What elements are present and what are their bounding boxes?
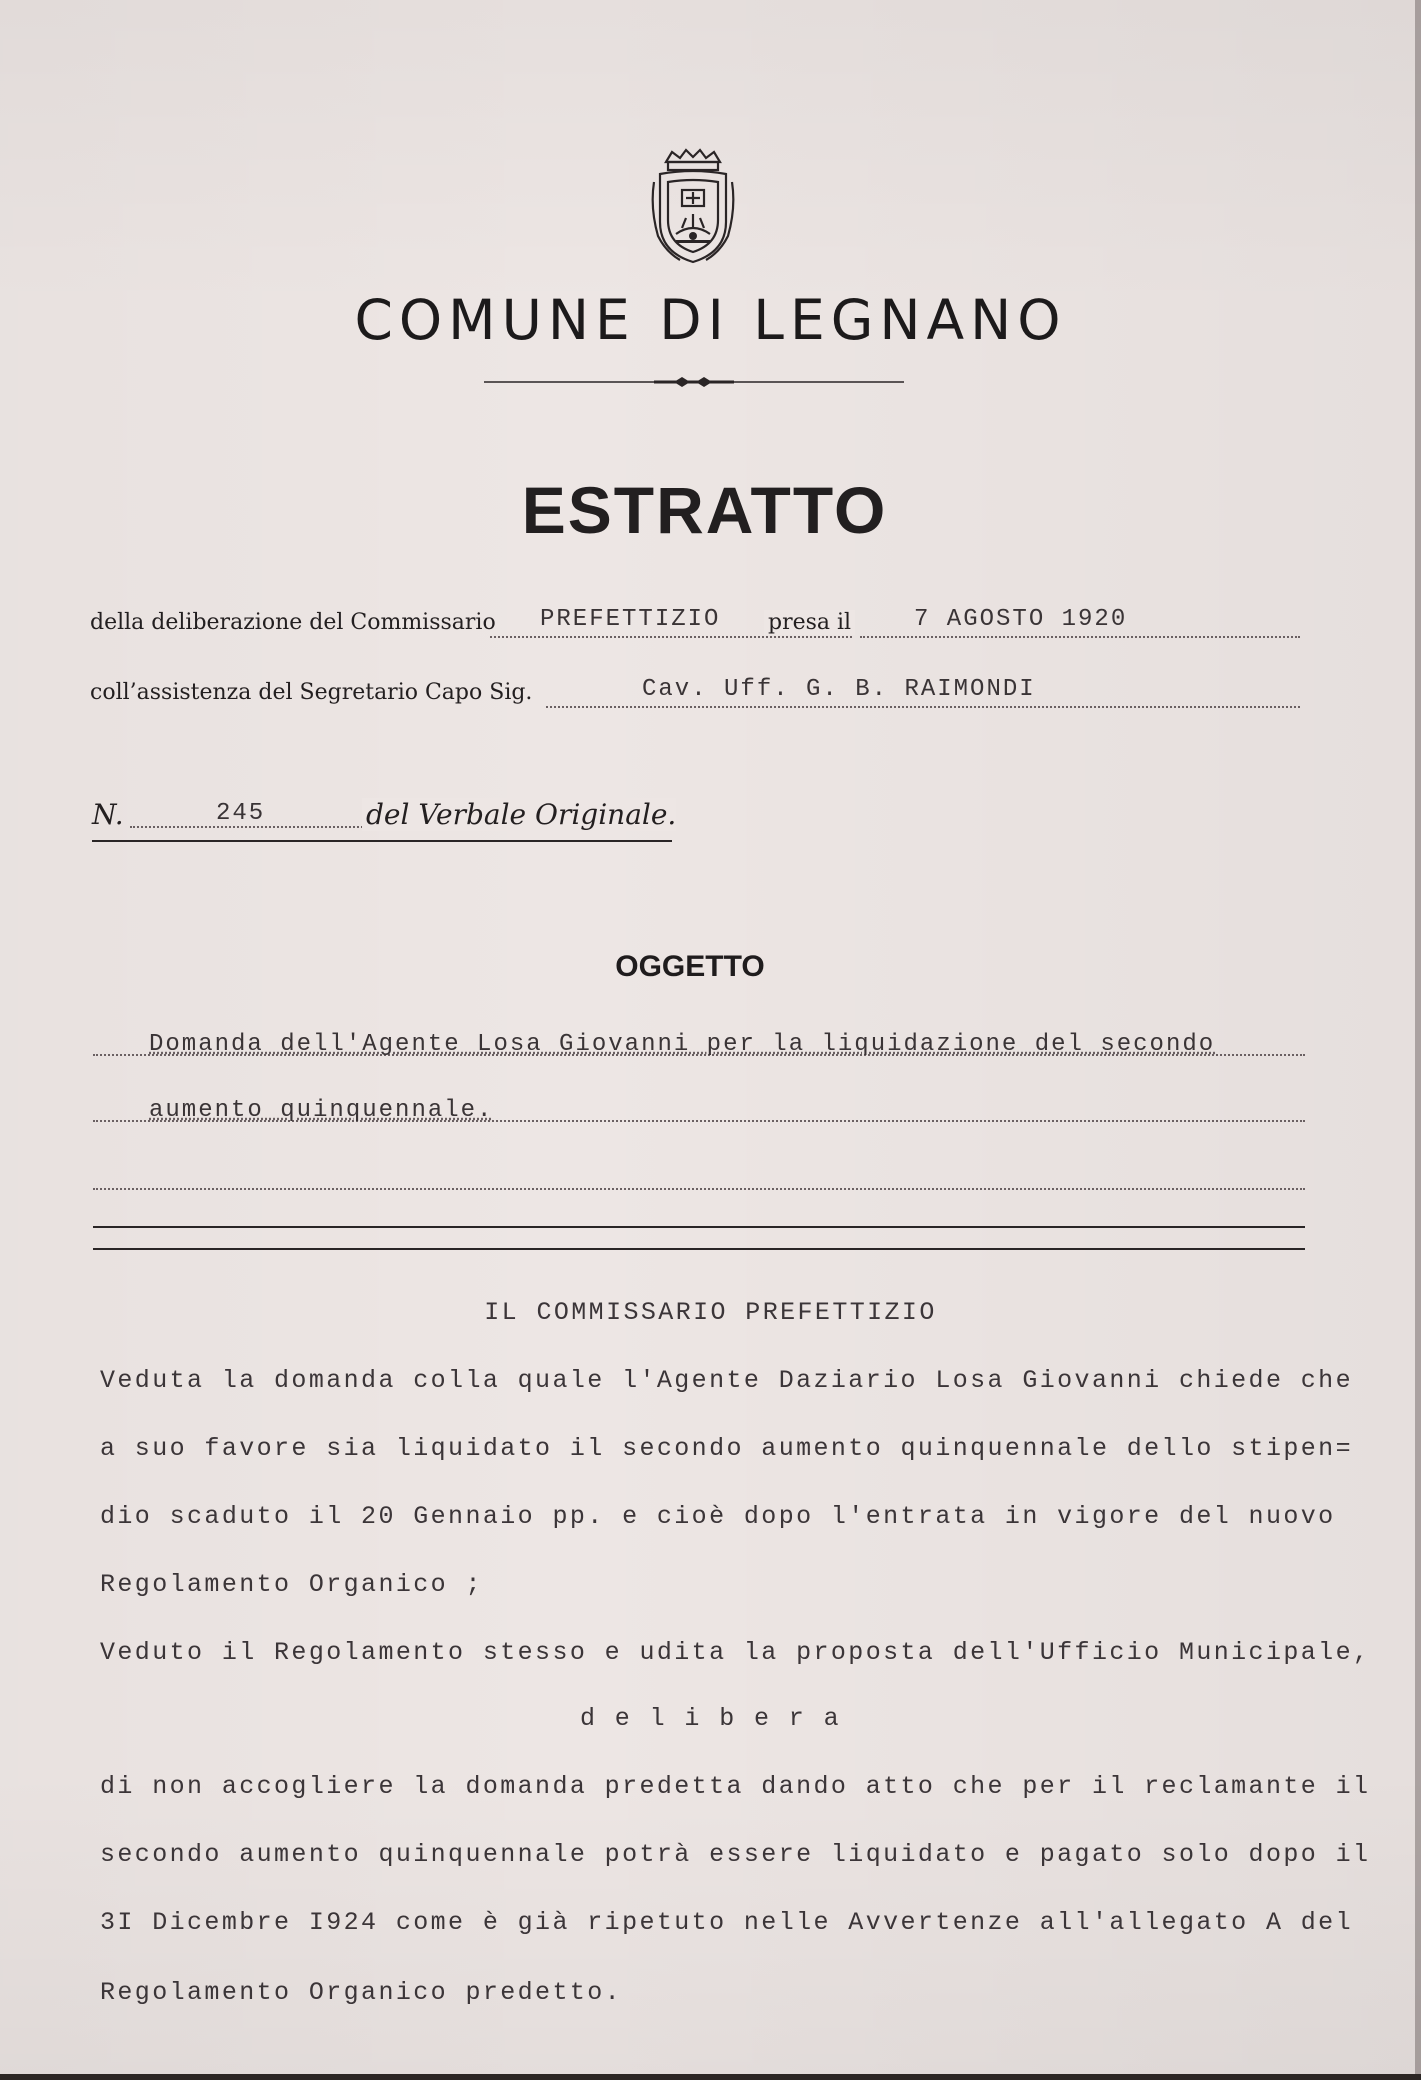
date-label: presa il <box>764 610 855 635</box>
delibera-heading: d e l i b e r a <box>579 1704 842 1733</box>
body-line-9: Regolamento Organico predetto. <box>100 1978 623 2007</box>
separator-rule-top <box>93 1226 1305 1228</box>
oggetto-line-1 <box>93 1026 1305 1062</box>
oggetto-text-2: aumento quinquennale. <box>149 1097 494 1124</box>
body-heading: IL COMMISSARIO PREFETTIZIO <box>484 1298 937 1327</box>
page-bottom-edge <box>0 2074 1421 2080</box>
body-line-6: di non accogliere la domanda predetta dando atto che per il reclamante il <box>100 1772 1371 1801</box>
municipality-title: COMUNE DI LEGNANO <box>354 288 1067 352</box>
commissario-type-value: PREFETTIZIO <box>540 606 721 633</box>
body-line-1: Veduta la domanda colla quale l'Agente Daziario Losa Giovanni chiede che <box>100 1366 1353 1395</box>
coat-of-arms-icon <box>646 148 740 266</box>
number-value: 245 <box>216 800 266 827</box>
body-line-3: dio scaduto il 20 Gennaio pp. e cioè dopo l'entrata in vigore del nuovo <box>100 1502 1336 1531</box>
separator-rule-bottom <box>93 1248 1305 1250</box>
secretary-line <box>90 676 1300 716</box>
number-suffix: del Verbale Originale. <box>362 798 676 831</box>
deliberation-line <box>90 606 1300 646</box>
secretary-name-value: Cav. Uff. G. B. RAIMONDI <box>642 676 1036 703</box>
oggetto-text-1: Domanda dell'Agente Losa Giovanni per la liquidazione del secondo <box>149 1031 1216 1058</box>
body-line-8: 3I Dicembre I924 come è già ripetuto nelle Avvertenze all'allegato A del <box>100 1908 1353 1937</box>
verbale-number <box>92 796 677 842</box>
body-line-4: Regolamento Organico ; <box>100 1570 483 1599</box>
body-line-7: secondo aumento quinquennale potrà essere liquidato e pagato solo dopo il <box>100 1840 1371 1869</box>
number-label: N. <box>92 798 124 831</box>
document-type-title: ESTRATTO <box>521 473 888 547</box>
oggetto-line-3 <box>93 1160 1305 1196</box>
body-line-2: a suo favore sia liquidato il secondo aumento quinquennale dello stipen= <box>100 1434 1353 1463</box>
oggetto-heading: OGGETTO <box>615 950 765 983</box>
secretary-label: coll’assistenza del Segretario Capo Sig. <box>90 680 533 705</box>
page-edge-shadow <box>1415 0 1421 2080</box>
body-line-5: Veduto il Regolamento stesso e udita la proposta dell'Ufficio Municipale, <box>100 1638 1371 1667</box>
oggetto-line-2 <box>93 1092 1305 1128</box>
deliberation-label: della deliberazione del Commissario <box>90 610 496 635</box>
divider-ornament-icon <box>484 376 904 388</box>
deliberation-date-value: 7 AGOSTO 1920 <box>914 606 1128 633</box>
